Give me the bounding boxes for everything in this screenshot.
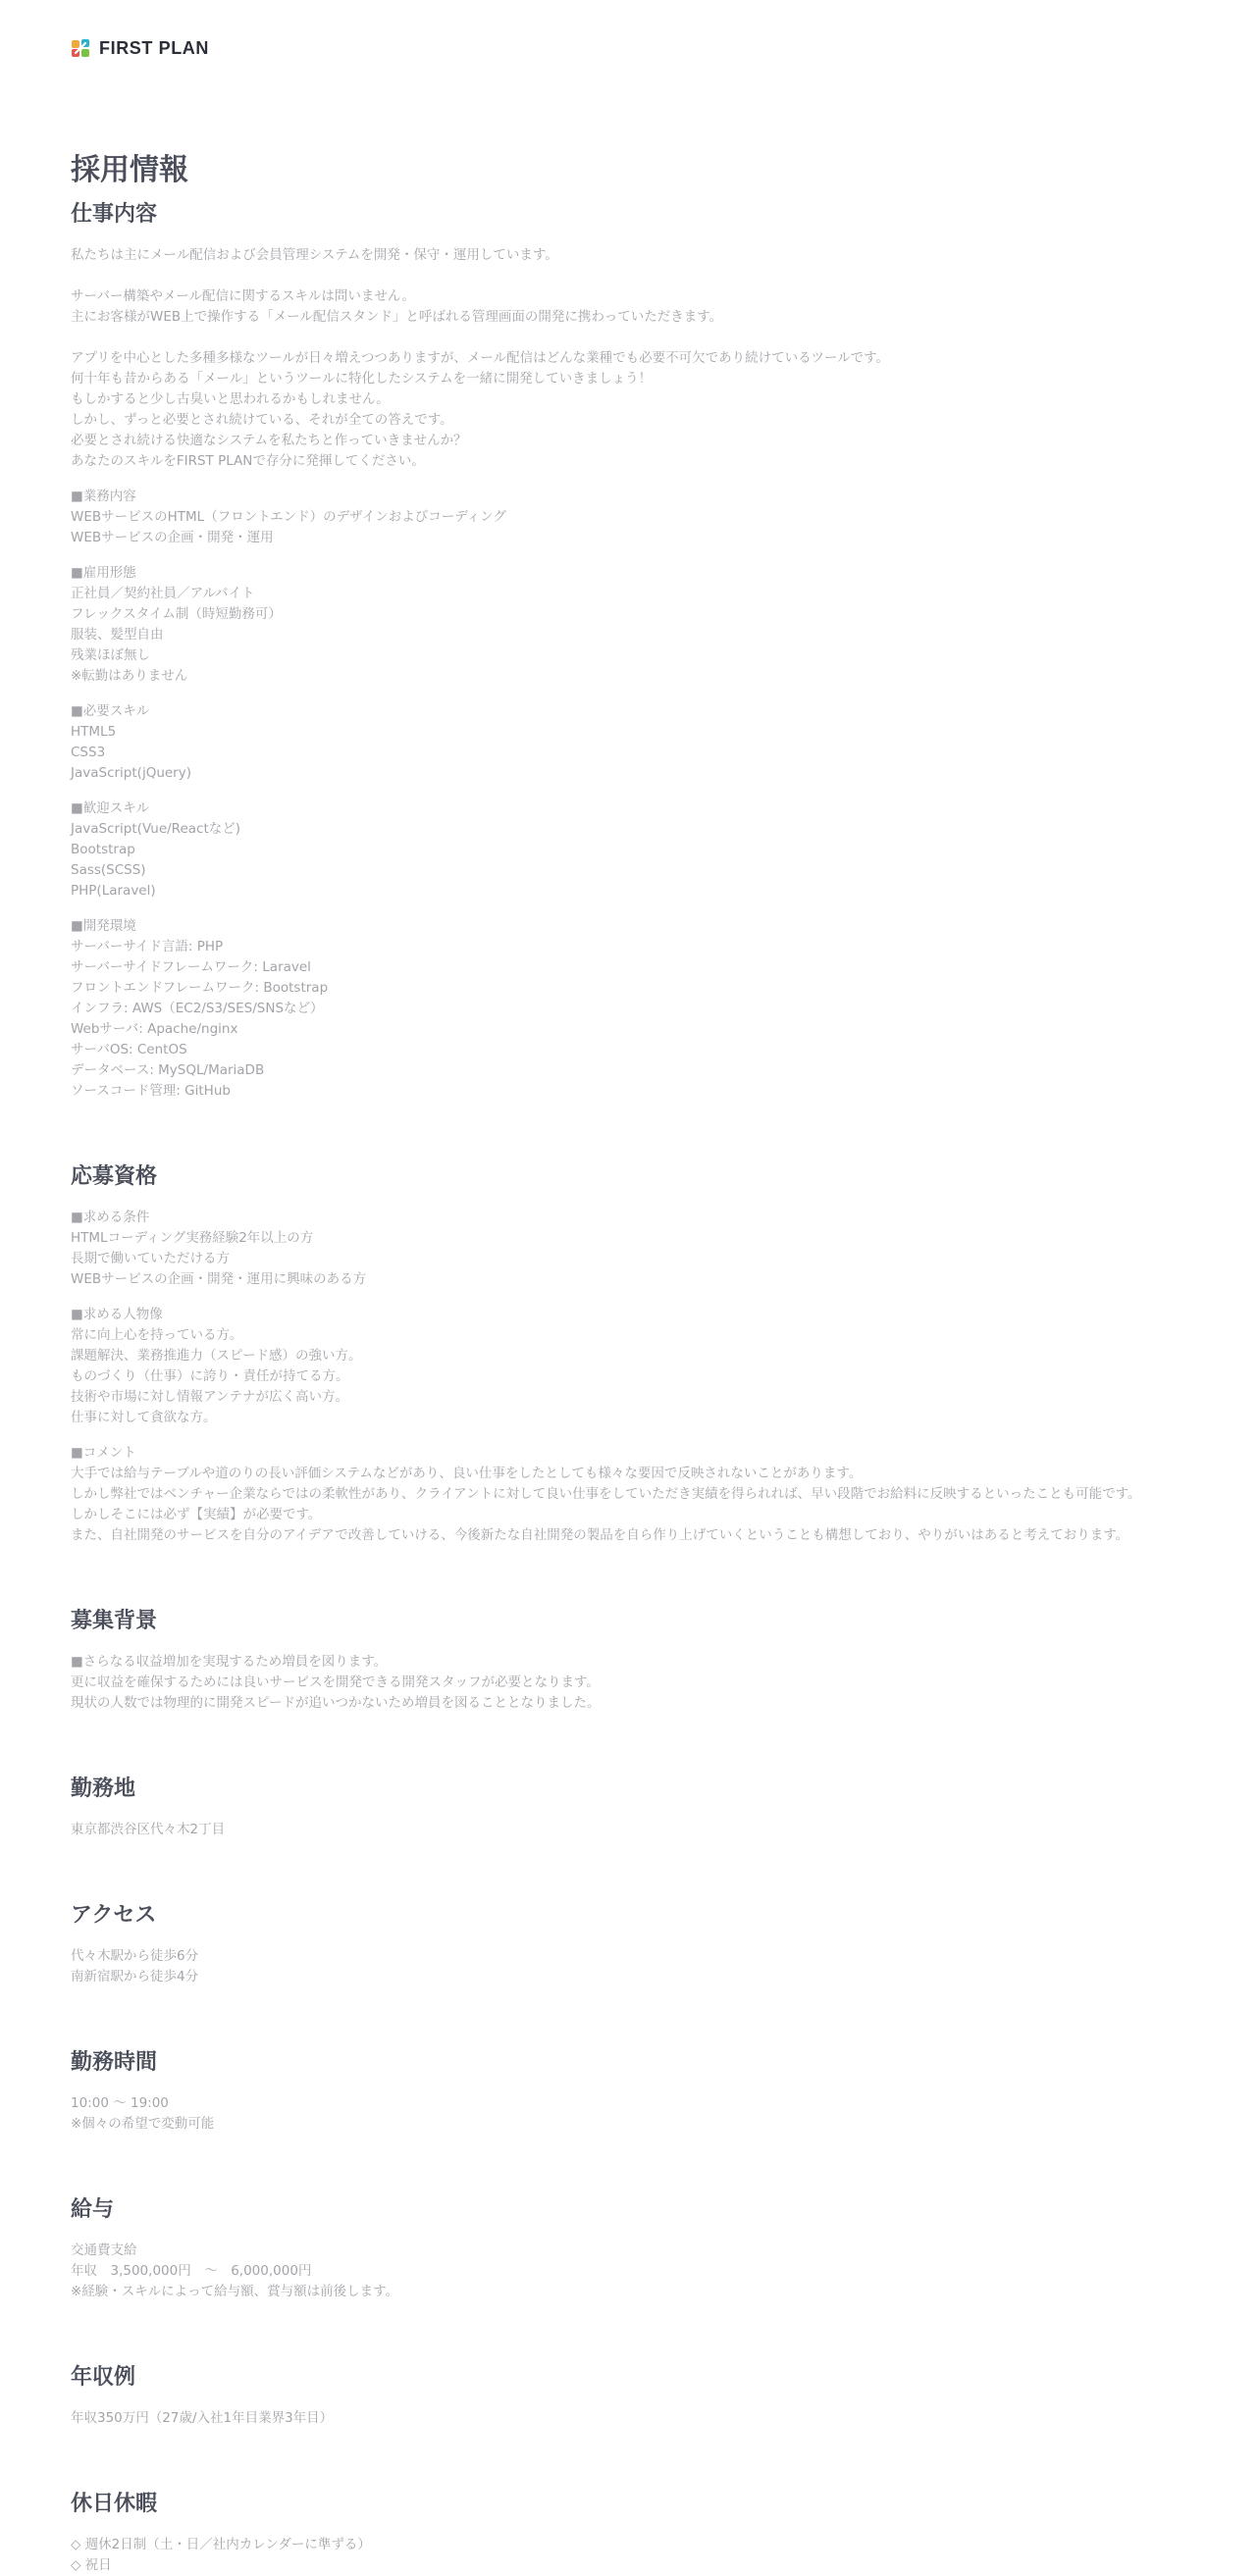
logo[interactable] (71, 38, 209, 59)
block-heading: ■求める条件 (71, 1210, 150, 1225)
text-line: もしかすると少し古臭いと思われるかもしれません。 (71, 391, 390, 407)
section-title-hours: 勤務時間 (71, 2050, 158, 2075)
text-line: WEBサービスの企画・開発・運用 (71, 530, 274, 545)
section-body-background (71, 1652, 1189, 1714)
text-line: Sass(SCSS) (71, 862, 146, 878)
block-heading: ■必要スキル (71, 703, 150, 719)
text-line: サーバー構築やメール配信に関するスキルは問いません。 (71, 288, 415, 304)
text-line: サーバーサイドフレームワーク: Laravel (71, 959, 311, 975)
text-line: しかし、ずっと必要とされ続けている、それが全ての答えです。 (71, 412, 453, 428)
text-line: しかし弊社ではベンチャー企業ならではの柔軟性があり、クライアントに対して良い仕事をしていただき実績を得られれば、早い段階でお給料に反映するといったことも可能です。 (71, 1486, 1141, 1502)
section-qualifications (71, 1160, 1189, 1546)
text-line: HTMLコーディング実務経験2年以上の方 (71, 1230, 314, 1246)
first-plan-logo-icon (71, 38, 90, 58)
section-title-salary: 給与 (71, 2197, 115, 2222)
text-line: 常に向上心を持っている方。 (71, 1327, 243, 1343)
text-line: 南新宿駅から徒歩4分 (71, 1969, 199, 1984)
section-body-income-example (71, 2408, 1189, 2429)
text-line: 10:00 ～ 19:00 (71, 2095, 169, 2111)
text-line: 何十年も昔からある「メール」というツールに特化したシステムを一緒に開発していきましょう！ (71, 371, 653, 386)
section-access (71, 1899, 1189, 1987)
text-line: また、自社開発のサービスを自分のアイデアで改善していける、今後新たな自社開発の製品を自ら作り上げていくということも構想しており、やりがいはあると考えております。 (71, 1527, 1129, 1543)
text-line: しかしそこには必ず【実績】が必要です。 (71, 1507, 322, 1522)
qual-persona (71, 1305, 1189, 1428)
block-heading: ■雇用形態 (71, 565, 136, 581)
text-line: 年収 3,500,000円 ～ 6,000,000円 (71, 2263, 312, 2279)
text-line: 必要とされ続ける快適なシステムを私たちと作っていきませんか？ (71, 433, 467, 448)
section-body-location (71, 1820, 1189, 1840)
text-line: ソースコード管理: GitHub (71, 1083, 231, 1099)
text-line: ※転勤はありません (71, 668, 188, 684)
text-line: JavaScript(jQuery) (71, 765, 191, 781)
text-line: 残業ほぼ無し (71, 647, 150, 663)
section-title-location: 勤務地 (71, 1777, 136, 1801)
text-line: 東京都渋谷区代々木2丁目 (71, 1822, 226, 1837)
text-line: フレックスタイム制（時短勤務可） (71, 606, 282, 622)
text-line: ◇ 週休2日制（土・日／社内カレンダーに準ずる） (71, 2537, 371, 2552)
text-line: WEBサービスの企画・開発・運用に興味のある方 (71, 1271, 367, 1287)
section-title-job: 仕事内容 (71, 202, 158, 227)
text-line: 長期で働いていただける方 (71, 1251, 230, 1266)
section-body-hours (71, 2093, 1189, 2135)
text-line: 服装、髪型自由 (71, 627, 164, 643)
section-location (71, 1773, 1189, 1840)
job-duties (71, 487, 1189, 548)
text-line: ※経験・スキルによって給与額、賞与額は前後します。 (71, 2284, 399, 2299)
text-line: インフラ: AWS（EC2/S3/SES/SNSなど） (71, 1001, 324, 1016)
text-line: Webサーバ: Apache/nginx (71, 1021, 238, 1037)
text-line: JavaScript(Vue/Reactなど) (71, 821, 241, 837)
text-line: 技術や市場に対し情報アンテナが広く高い方。 (71, 1389, 348, 1405)
text-line: データベース: MySQL/MariaDB (71, 1062, 265, 1078)
text-line: 大手では給与テーブルや道のりの長い評価システムなどがあり、良い仕事をしたとしても様々な要因で反映されないことがあります。 (71, 1466, 863, 1481)
section-background (71, 1605, 1189, 1714)
text-line: サーバOS: CentOS (71, 1042, 187, 1057)
section-holidays (71, 2488, 1189, 2576)
job-employment (71, 563, 1189, 687)
text-line: 更に収益を確保するためには良いサービスを開発できる開発スタッフが必要となります。 (71, 1674, 600, 1690)
text-line: 現状の人数では物理的に開発スピードが追いつかないため増員を図ることとなりました。 (71, 1695, 601, 1711)
text-line: 交通費支給 (71, 2242, 137, 2258)
text-line: 正社員／契約社員／アルバイト (71, 586, 255, 601)
text-line: あなたのスキルをFIRST PLANで存分に発揮してください。 (71, 453, 425, 469)
section-title-holidays: 休日休暇 (71, 2492, 158, 2516)
section-title-income-example: 年収例 (71, 2365, 136, 2390)
text-line: Bootstrap (71, 842, 135, 857)
text-line: サーバーサイド言語: PHP (71, 939, 224, 954)
text-line: 代々木駅から徒歩6分 (71, 1948, 199, 1964)
section-title-background: 募集背景 (71, 1609, 158, 1633)
text-line: HTML5 (71, 724, 117, 740)
section-title-qualifications: 応募資格 (71, 1164, 158, 1189)
section-body-holidays (71, 2535, 1189, 2576)
block-heading: ■コメント (71, 1445, 136, 1461)
text-line: 主にお客様がWEB上で操作する「メール配信スタンド」と呼ばれる管理画面の開発に携わっていただきます。 (71, 309, 723, 325)
header (71, 0, 1189, 96)
block-heading: ■求める人物像 (71, 1307, 163, 1322)
logo-text: FIRST PLAN (99, 37, 209, 58)
job-welcome-skills (71, 799, 1189, 902)
job-intro (71, 245, 1189, 472)
section-job (71, 198, 1189, 1102)
text-line: PHP(Laravel) (71, 883, 156, 899)
text-line: ※個々の希望で変動可能 (71, 2116, 215, 2132)
text-line: アプリを中心とした多種多様なツールが日々増えつつありますが、メール配信はどんな業種でも必要不可欠であり続けているツールです。 (71, 350, 890, 366)
qual-comment (71, 1443, 1189, 1546)
text-line: 課題解決、業務推進力（スピード感）の強い方。 (71, 1348, 362, 1364)
text-line: WEBサービスのHTML（フロントエンド）のデザインおよびコーディング (71, 509, 506, 525)
block-heading: ■歓迎スキル (71, 800, 150, 816)
page-title: 採用情報 (71, 153, 188, 187)
text-line: 年収350万円（27歳/入社1年目業界3年目） (71, 2410, 334, 2426)
text-line: フロントエンドフレームワーク: Bootstrap (71, 980, 329, 996)
job-dev-environment (71, 916, 1189, 1102)
job-required-skills (71, 701, 1189, 784)
text-line: 仕事に対して貪欲な方。 (71, 1410, 217, 1425)
text-line: ものづくり（仕事）に誇り・責任が持てる方。 (71, 1368, 349, 1384)
text-line: 私たちは主にメール配信および会員管理システムを開発・保守・運用しています。 (71, 247, 558, 263)
text-line: ◇ 祝日 (71, 2557, 112, 2573)
text-line: ■さらなる収益増加を実現するため増員を図ります。 (71, 1654, 388, 1670)
section-body-salary (71, 2241, 1189, 2302)
qual-conditions (71, 1208, 1189, 1290)
block-heading: ■開発環境 (71, 918, 136, 934)
section-body-access (71, 1946, 1189, 1987)
section-body-job (71, 245, 1189, 1102)
section-title-access: アクセス (71, 1903, 157, 1928)
text-line: CSS3 (71, 745, 106, 760)
section-body-qualifications (71, 1208, 1189, 1546)
block-heading: ■業務内容 (71, 489, 136, 504)
section-hours (71, 2046, 1189, 2135)
section-income-example (71, 2361, 1189, 2429)
section-salary (71, 2193, 1189, 2302)
